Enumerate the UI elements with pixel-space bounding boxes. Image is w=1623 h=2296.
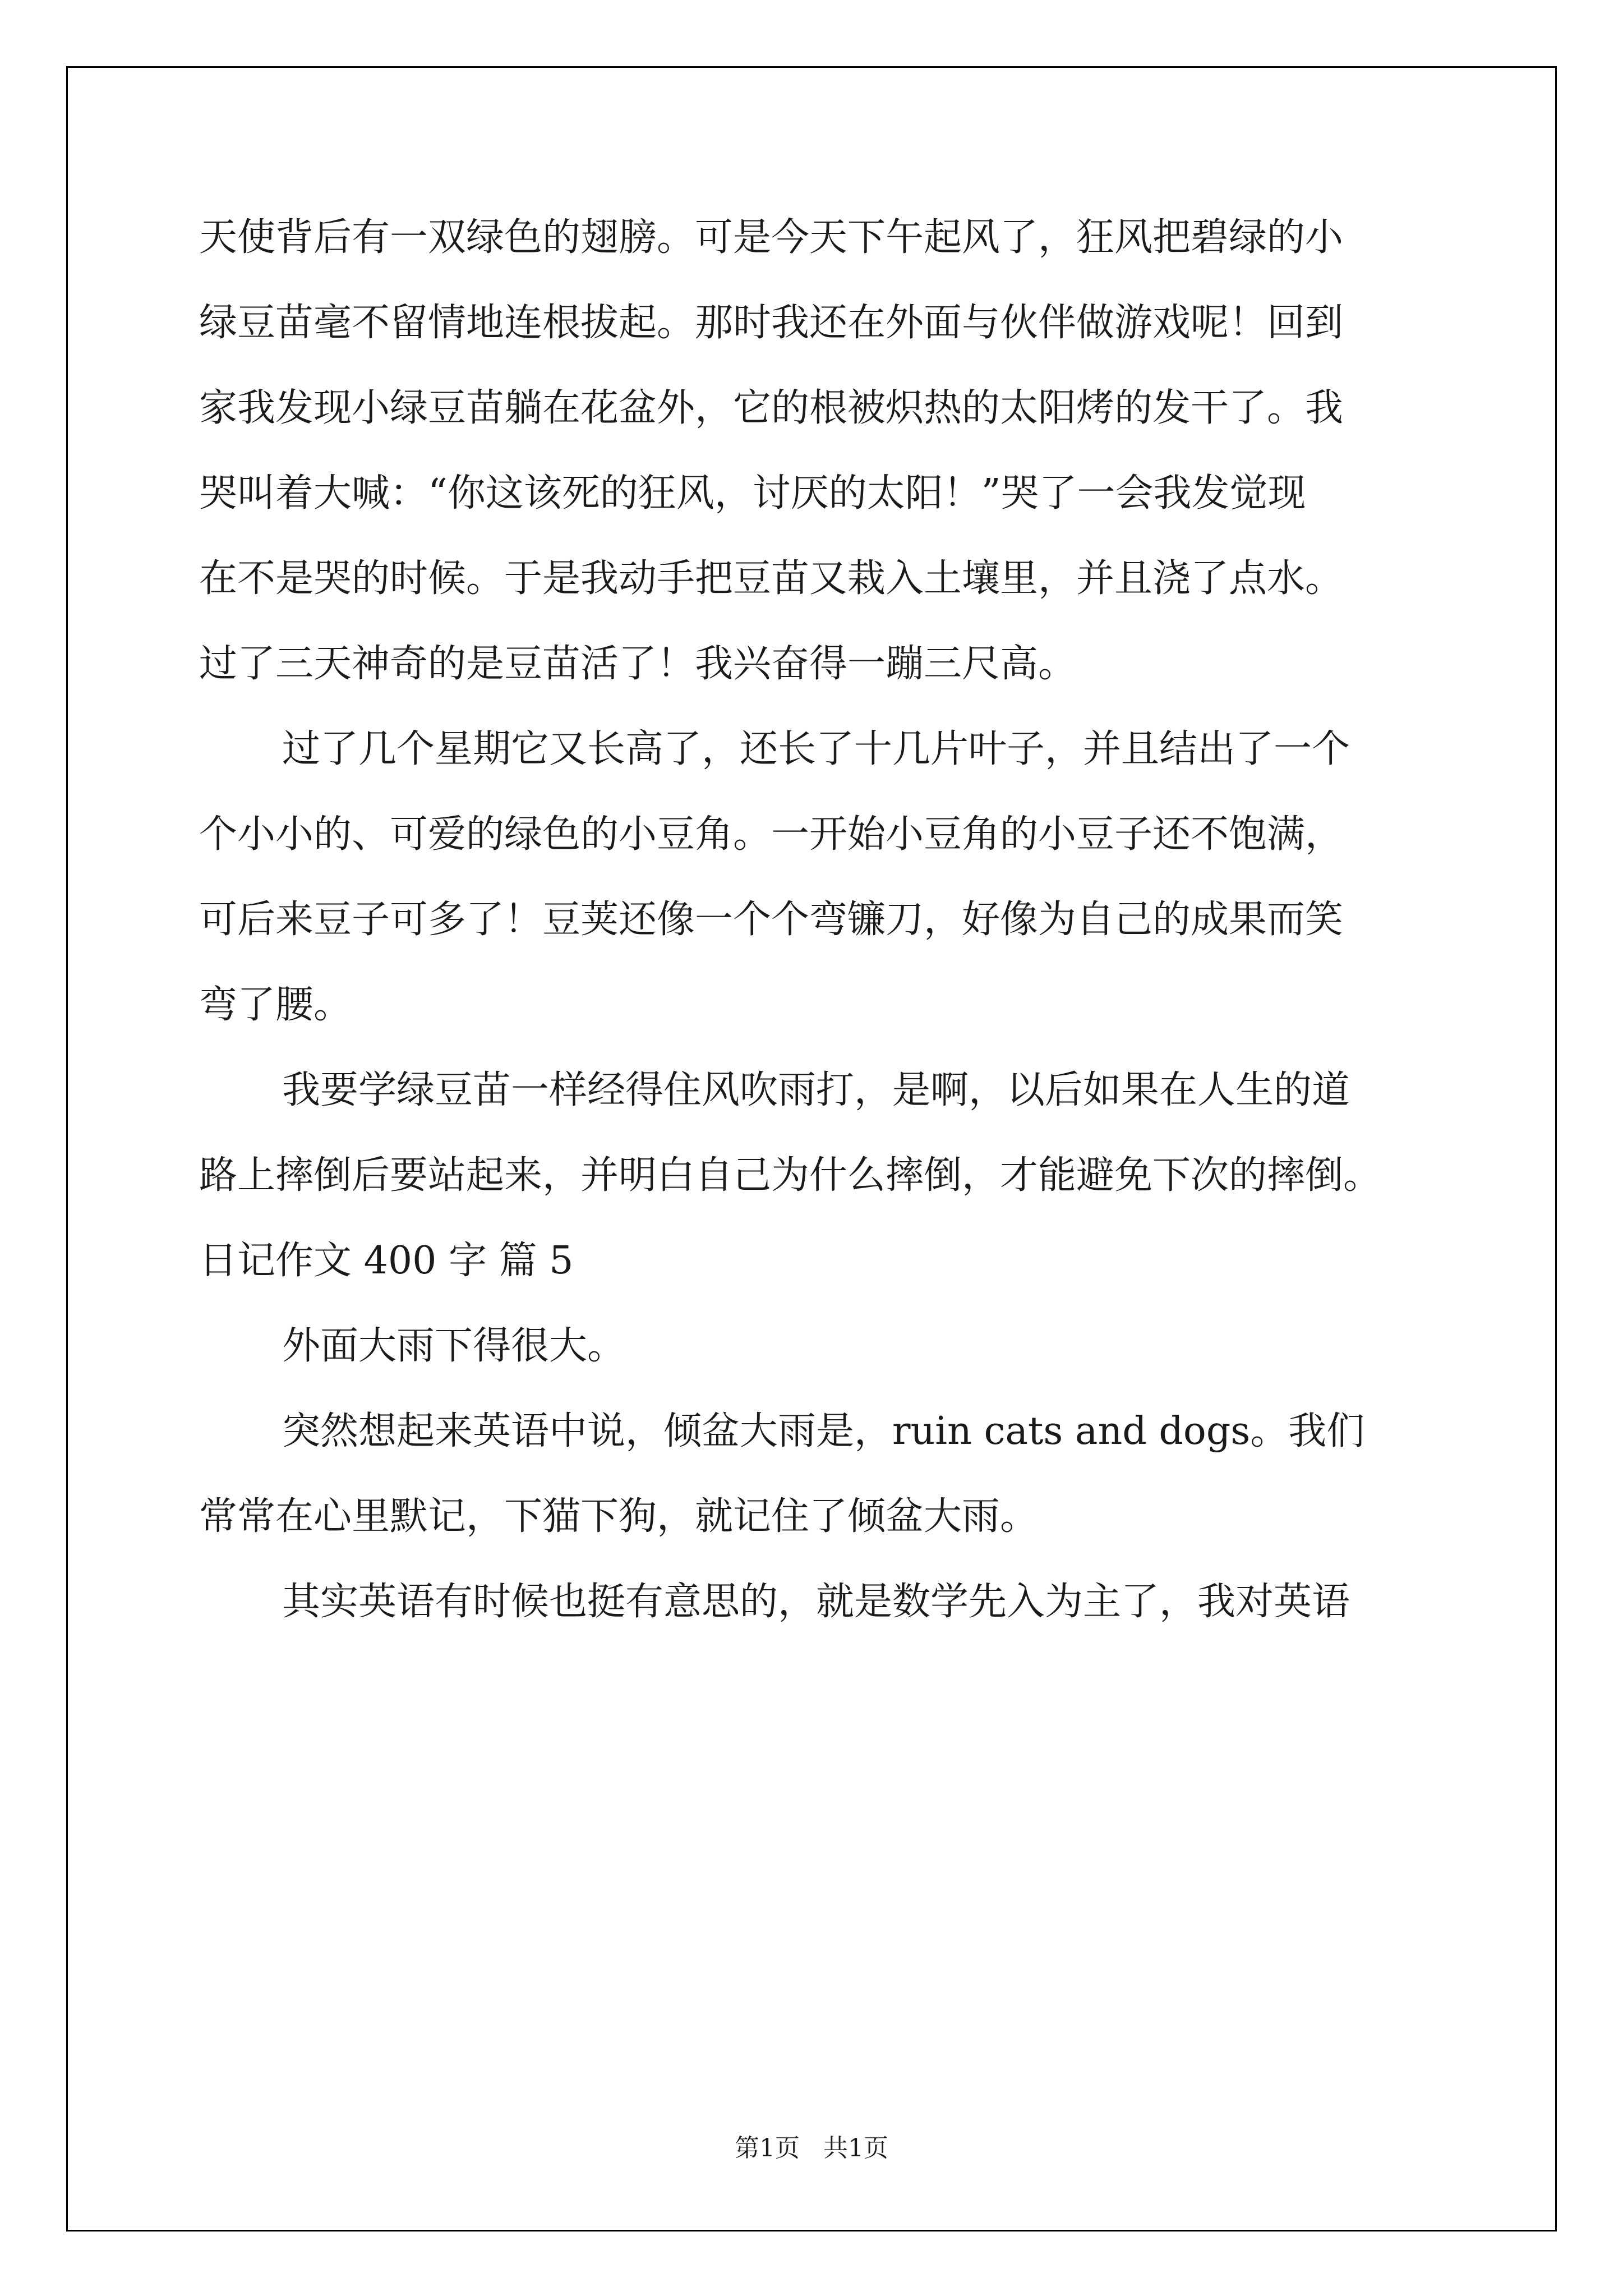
paragraph-start-line: 过了几个星期它又长高了，还长了十几片叶子，并且结出了一个 — [282, 727, 1350, 771]
paragraph-start-line: 外面大雨下得很大。 — [282, 1324, 626, 1368]
body-line: 在不是哭的时候。于是我动手把豆苗又栽入土壤里，并且浇了点水。 — [199, 556, 1344, 601]
body-line: 过了三天神奇的是豆苗活了！我兴奋得一蹦三尺高。 — [199, 642, 1077, 686]
section-heading: 日记作文 400 字 篇 5 — [199, 1239, 574, 1283]
body-line: 常常在心里默记，下猫下狗，就记住了倾盆大雨。 — [199, 1494, 1039, 1539]
body-line: 哭叫着大喊：“你这该死的狂风，讨厌的太阳！”哭了一会我发觉现 — [199, 471, 1306, 516]
body-line: 绿豆苗毫不留情地连根拔起。那时我还在外面与伙伴做游戏呢！回到 — [199, 301, 1344, 345]
body-line: 个小小的、可爱的绿色的小豆角。一开始小豆角的小豆子还不饱满， — [199, 812, 1344, 857]
body-line: 可后来豆子可多了！豆荚还像一个个弯镰刀，好像为自己的成果而笑 — [199, 898, 1344, 942]
body-line: 弯了腰。 — [199, 983, 352, 1027]
body-line: 天使背后有一双绿色的翅膀。可是今天下午起风了，狂风把碧绿的小 — [199, 215, 1344, 260]
paragraph-start-line: 其实英语有时候也挺有意思的，就是数学先入为主了，我对英语 — [282, 1580, 1350, 1624]
body-line: 家我发现小绿豆苗躺在花盆外，它的根被炽热的太阳烤的发干了。我 — [199, 386, 1344, 430]
paragraph-start-line: 我要学绿豆苗一样经得住风吹雨打，是啊，以后如果在人生的道 — [282, 1068, 1350, 1112]
paragraph-start-line: 突然想起来英语中说，倾盆大雨是，ruin cats and dogs。我们 — [282, 1409, 1365, 1453]
page-footer: 第1页 共1页 — [735, 2134, 888, 2162]
body-line: 路上摔倒后要站起来，并明白自己为什么摔倒，才能避免下次的摔倒。 — [199, 1153, 1382, 1198]
